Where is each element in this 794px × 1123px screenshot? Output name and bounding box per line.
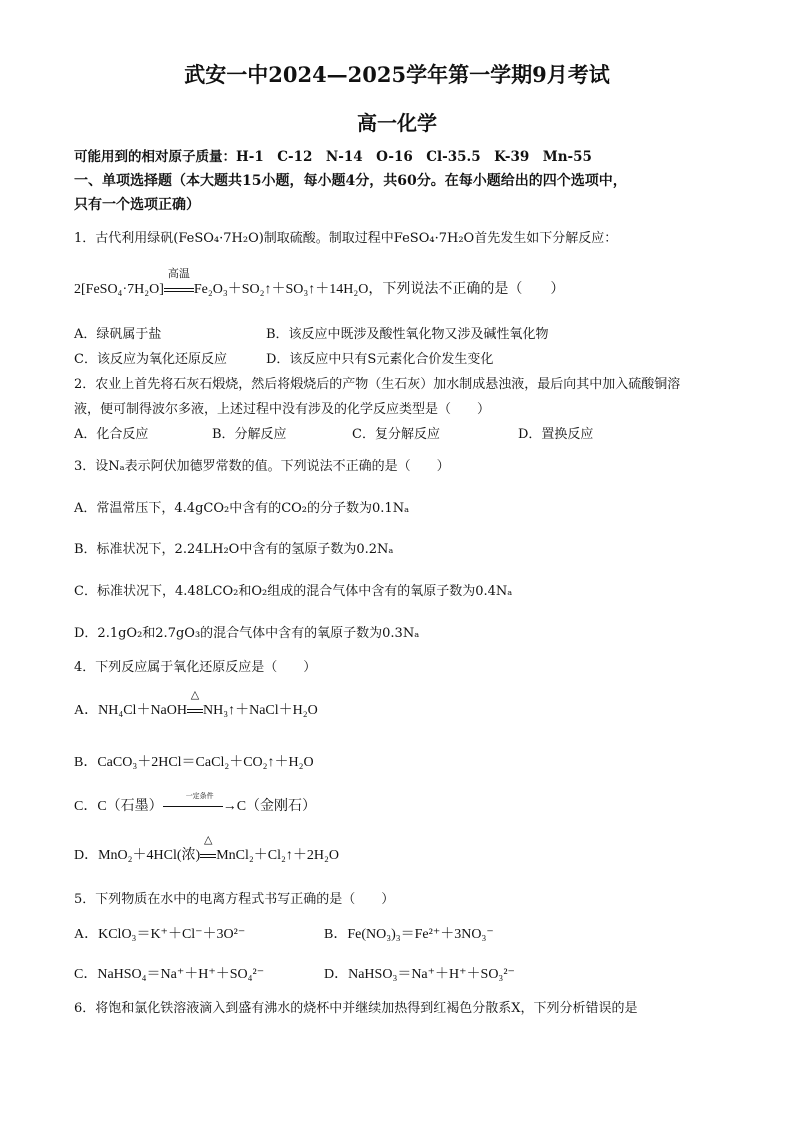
q1-eq-right: Fe₂O₃＋SO₂↑＋SO₃↑＋14H₂O，下列说法不正确的是（ ） — [193, 282, 565, 297]
q5-option-a: A．KClO₃＝K⁺＋Cl⁻＋3O²⁻ — [74, 927, 246, 942]
q1-eq-left: 2[FeSO₄·7H₂O] — [74, 282, 164, 297]
q5-option-b: B．Fe(NO₃)₃＝Fe²⁺＋3NO₃⁻ — [324, 927, 494, 942]
section1-heading-line2: 只有一个选项正确） — [74, 197, 200, 213]
q3-option-a: A．常温常压下，4.4gCO₂中含有的CO₂的分子数为0.1Nₐ — [74, 501, 410, 516]
q1-option-d: D．该反应中只有S元素化合价发生变化 — [266, 352, 494, 367]
q4-c-arrow-line — [163, 806, 223, 807]
q4-d-sign — [200, 834, 216, 865]
q4-a-right: NH₃↑＋NaCl＋H₂O — [202, 703, 318, 718]
q2-option-a: A．化合反应 — [74, 427, 149, 442]
q4-d-left: D．MnO₂＋4HCl(浓) — [74, 848, 201, 863]
q4-option-b: B．CaCO₃＋2HCl＝CaCl₂＋CO₂↑＋H₂O — [74, 755, 314, 770]
exam-subject: 高一化学 — [357, 111, 437, 135]
q4-c-condition: 一定条件 — [185, 792, 214, 800]
q4-c-arrow — [163, 792, 237, 816]
exam-title: 武安一中2024—2025学年第一学期9月考试 — [184, 62, 610, 87]
q1-option-b: B．该反应中既涉及酸性氧化物又涉及碱性氧化物 — [266, 327, 549, 342]
q3-option-c: C．标准状况下，4.48LCO₂和O₂组成的混合气体中含有的氧原子数为0.4Nₐ — [74, 584, 513, 599]
q3-option-d: D．2.1gO₂和2.7gO₃的混合气体中含有的氧原子数为0.3Nₐ — [74, 626, 420, 641]
q1-stem: 1．古代利用绿矾(FeSO₄·7H₂O)制取硫酸。制取过程中FeSO₄·7H₂O首先发生如下分解反应： — [74, 231, 618, 246]
q4-option-a — [74, 689, 318, 720]
q4-c-left: C．C（石墨） — [74, 799, 163, 814]
q4-stem: 4．下列反应属于氧化还原反应是（ ） — [74, 660, 317, 675]
q2-stem-line2: 液，便可制得波尔多液，上述过程中没有涉及的化学反应类型是（ ） — [74, 402, 491, 417]
q5-stem: 5．下列物质在水中的电离方程式书写正确的是（ ） — [74, 892, 395, 907]
atomic-masses: 可能用到的相对原子质量：H-1 C-12 N-14 O-16 Cl-35.5 K-39 Mn-55 — [74, 149, 592, 165]
q4-option-d — [74, 834, 339, 865]
q4-d-condition: △ — [203, 834, 213, 846]
q4-a-left: A．NH₄Cl＋NaOH — [74, 703, 187, 718]
q4-c-right: C（金刚石） — [236, 799, 317, 814]
q2-option-b: B．分解反应 — [212, 427, 287, 442]
q4-a-double-line — [187, 709, 203, 713]
q1-option-a: A．绿矾属于盐 — [74, 327, 162, 342]
q3-option-b: B．标准状况下，2.24LH₂O中含有的氢原子数为0.2Nₐ — [74, 542, 394, 557]
q5-option-d: D．NaHSO₃＝Na⁺＋H⁺＋SO₃²⁻ — [324, 967, 515, 982]
q4-a-condition: △ — [190, 689, 200, 701]
q2-option-c: C．复分解反应 — [352, 427, 440, 442]
section1-heading-line1: 一、单项选择题（本大题共15小题，每小题4分，共60分。在每小题给出的四个选项中， — [74, 173, 627, 189]
q4-d-right: MnCl₂＋Cl₂↑＋2H₂O — [216, 848, 339, 863]
q6-stem: 6．将饱和氯化铁溶液滴入到盛有沸水的烧杯中并继续加热得到红褐色分散系X，下列分析错误的是 — [74, 1001, 638, 1016]
q1-double-line — [164, 288, 194, 292]
q2-option-d: D．置换反应 — [518, 427, 594, 442]
q4-d-double-line — [200, 854, 216, 858]
q3-stem: 3．设Nₐ表示阿伏加德罗常数的值。下列说法不正确的是（ ） — [74, 459, 450, 474]
q4-c-arrow-head: → — [222, 799, 237, 814]
q1-eq-sign — [164, 268, 194, 299]
q2-stem-line1: 2．农业上首先将石灰石煅烧，然后将煅烧后的产物（生石灰）加水制成悬浊液，最后向其中加入硫酸铜溶 — [74, 377, 681, 392]
q5-option-c: C．NaHSO₄＝Na⁺＋H⁺＋SO₄²⁻ — [74, 967, 265, 982]
q4-a-sign — [187, 689, 203, 720]
q1-eq-condition: 高温 — [167, 268, 190, 280]
q1-equation — [74, 268, 565, 299]
q4-option-c — [74, 792, 317, 816]
q1-option-c: C．该反应为氧化还原反应 — [74, 352, 227, 367]
